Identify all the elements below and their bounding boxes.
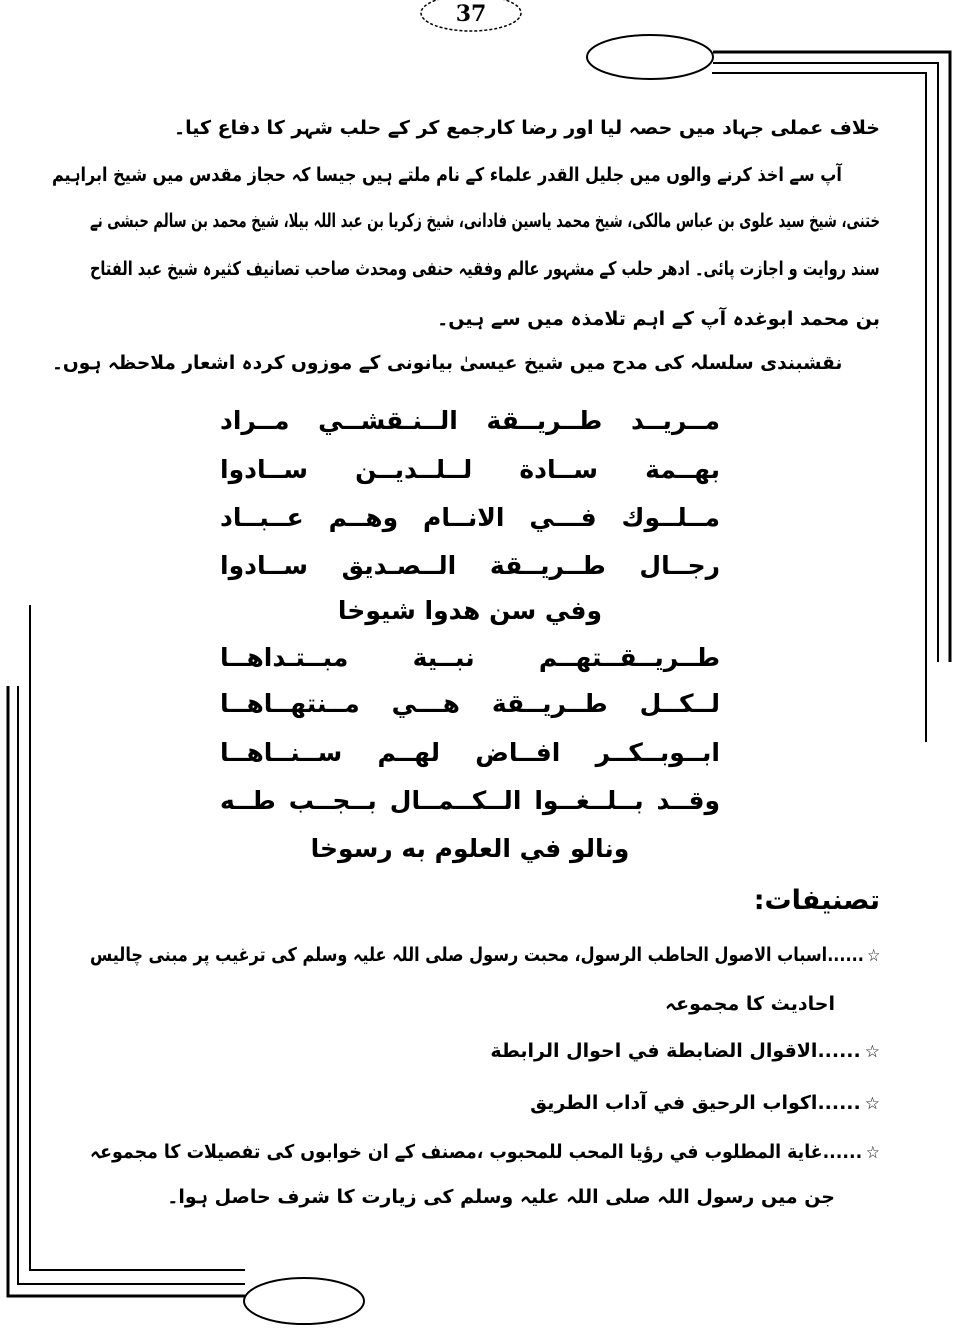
bottom-border-line-inner — [30, 605, 245, 1270]
works-heading: تصنیفات: — [753, 885, 880, 916]
star-icon: ☆ — [866, 1143, 880, 1163]
poem-line-4: رجــال طــريــقة الــصـديق ســادوا — [220, 551, 720, 580]
paragraph-line-2: آپ سے اخذ کرنے والوں میں جلیل القدر علماء کے نام ملتے ہیں جیسا کہ حجاز مقدس میں شیخ ابراہیم — [52, 164, 842, 186]
paragraph-line-5: بن محمد ابوغدہ آپ کے اہم تلامذہ میں سے ہیں۔ — [437, 308, 880, 330]
works-item-2-text: ......الاقوال الضابطة في احوال الرابطة — [490, 1040, 861, 1062]
works-item-1-text: ......اسباب الاصول الحاطب الرسول، محبت رسول صلی اللہ علیہ وسلم کی ترغیب پر مبنی چالیس — [89, 944, 864, 966]
paragraph-line-3: ختنی، شیخ سید علوی بن عباس مالکی، شیخ محمد یاسین فادانی، شیخ زکریا بن عبد اللہ بیلا، شیخ محمد بن سالم حبشی نے — [89, 210, 880, 232]
poem-line-9: وقــد بــلــغــوا الــكــمــال بــجــب طــه — [220, 786, 720, 815]
star-icon: ☆ — [867, 946, 880, 966]
star-icon: ☆ — [864, 1042, 880, 1062]
poem-line-1: مــريــد طــريــقة الــنـقشــي مــراد — [220, 406, 720, 435]
poem-line-6: طــريــقــتهــم نبــية مبــتـداهــا — [220, 643, 720, 672]
poem-line-2: بهــمة ســادة لــلــديــن ســادوا — [220, 455, 720, 484]
top-oval-ornament — [587, 35, 713, 79]
poem-line-8: ابــوبــكــر افــاض لهــم ســنــاهــا — [220, 738, 720, 767]
poem-line-5: وفي سن هدوا شيوخا — [337, 596, 603, 625]
paragraph-line-1: خلاف عملی جہاد میں حصہ لیا اور رضا کارجمع کر کے حلب شہر کا دفاع کیا۔ — [173, 117, 880, 139]
paragraph-line-6: نقشبندی سلسلہ کی مدح میں شیخ عیسیٰ بیانونی کے موزوں کردہ اشعار ملاحظہ ہوں۔ — [51, 352, 842, 374]
poem-line-3: مــلــوك فـــي الانــام وهــم عــبــاد — [220, 503, 720, 532]
works-item-2 — [490, 1040, 880, 1062]
works-item-3-text: ......اكواب الرحيق في آداب الطريق — [530, 1092, 861, 1114]
works-item-4 — [90, 1141, 880, 1163]
poem-line-10: ونالو في العلوم به رسوخا — [310, 834, 630, 863]
poem-line-7: لــكــل طــريــقة هـــي مــنتهــاهــا — [220, 689, 720, 718]
page-number: 37 — [455, 1, 487, 27]
works-item-4-text: ......غاية المطلوب في رؤيا المحب للمحبوب ،مصنف کے ان خوابوں کی تفصیلات کا مجموعہ — [90, 1141, 863, 1163]
works-item-4-continuation: جن میں رسول اللہ صلی اللہ علیہ وسلم کی زیارت کا شرف حاصل ہوا۔ — [167, 1186, 835, 1208]
works-item-1-continuation: احادیث کا مجموعہ — [665, 993, 835, 1015]
paragraph-line-4: سند روایت و اجازت پائی۔ ادھر حلب کے مشہور عالم وفقیہ حنفی ومحدث صاحب تصانیف کثیرہ شیخ عبد الفتاح — [90, 258, 880, 280]
works-item-3 — [530, 1092, 880, 1114]
star-icon: ☆ — [864, 1094, 880, 1114]
bottom-oval-ornament — [244, 1278, 364, 1324]
works-item-1 — [90, 944, 880, 966]
